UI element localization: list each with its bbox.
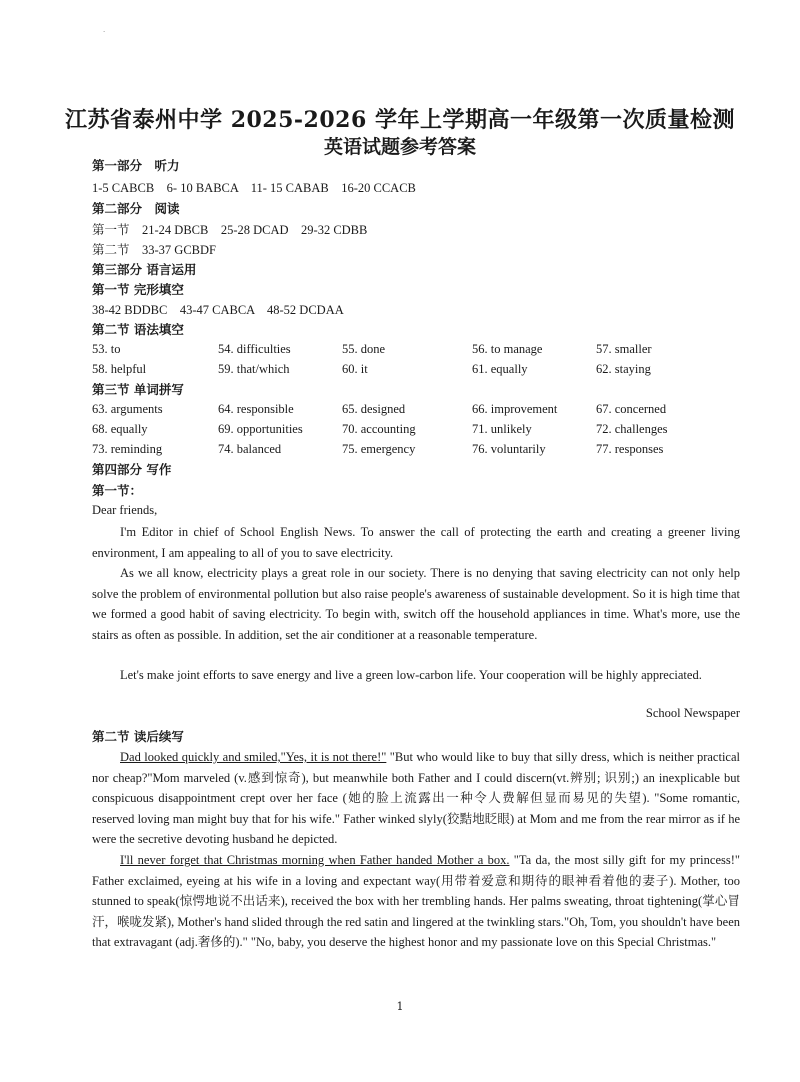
- part1-heading: 第一部分 听力: [92, 158, 180, 173]
- grammar-answer-grid: [92, 339, 712, 379]
- answer-cell: 53. to: [92, 342, 121, 356]
- answer-cell: 56. to manage: [472, 342, 543, 356]
- part2-sec1: 第一节 21-24 DBCB 25-28 DCAD 29-32 CDBB: [92, 223, 368, 237]
- part1-answers: 1-5 CABCB 6- 10 BABCA 11- 15 CABAB 16-20 CCACB: [92, 181, 416, 195]
- part3-heading: 第三部分 语言运用: [92, 262, 197, 277]
- answer-cell: 63. arguments: [92, 402, 163, 416]
- answer-cell: 69. opportunities: [218, 422, 303, 436]
- document-title: 江苏省泰州中学 2025-2026 学年上学期高一年级第一次质量检测: [65, 107, 735, 133]
- answer-cell: 65. designed: [342, 402, 406, 416]
- spelling-answer-grid: [92, 399, 712, 459]
- continuation-paragraph-2: [92, 850, 740, 953]
- answer-cell: 68. equally: [92, 422, 148, 436]
- answer-cell: 72. challenges: [596, 422, 668, 436]
- table-row: [92, 359, 712, 379]
- answer-cell: 58. helpful: [92, 362, 147, 376]
- part3-sec3-heading: 第三节 单词拼写: [92, 382, 184, 397]
- letter-paragraph-1: I'm Editor in chief of School English News. To answer the call of protecting the earth and creating a greener living environment, I am appealing to all of you to save electricity.: [92, 525, 740, 560]
- answer-cell: 71. unlikely: [472, 422, 532, 436]
- part3-sec1-answers: 38-42 BDDBC 43-47 CABCA 48-52 DCDAA: [92, 303, 344, 317]
- table-row: [92, 419, 712, 439]
- answer-cell: 54. difficulties: [218, 342, 291, 356]
- answer-cell: 60. it: [342, 362, 368, 376]
- document-subtitle: 英语试题参考答案: [323, 136, 476, 158]
- part3-sec1-heading: 第一节 完形填空: [92, 282, 184, 297]
- part4-heading: 第四部分 写作: [92, 462, 172, 477]
- letter-paragraph-3: Let's make joint efforts to save energy and live a green low-carbon life. Your cooperation will be highly appreciated.: [120, 668, 702, 682]
- answer-cell: 70. accounting: [342, 422, 416, 436]
- page-number: 1: [396, 1000, 404, 1013]
- part2-sec2: 第二节 33-37 GCBDF: [92, 243, 216, 257]
- answer-cell: 74. balanced: [218, 442, 282, 456]
- answer-cell: 64. responsible: [218, 402, 294, 416]
- part2-heading: 第二部分 阅读: [92, 201, 180, 216]
- answer-cell: 57. smaller: [596, 342, 652, 356]
- answer-cell: 67. concerned: [596, 402, 667, 416]
- part4-sec2-heading: 第二节 读后续写: [92, 729, 184, 744]
- answer-cell: 61. equally: [472, 362, 528, 376]
- answer-cell: 59. that/which: [218, 362, 290, 376]
- part4-sec1-heading: 第一节：: [92, 483, 143, 498]
- continuation-body: "But who would like to buy that silly dress, which is neither practical nor cheap?"Mom marveled (v.感到惊奇), but meanwhile both Father and I could discern(vt.辨别; 识别;) an inexplicable but conspicuous disappointment crept over her face (她的脸上流露出一种令人费解但显而易见的失望). "Some romantic, reserved loving man might buy that for his wife." Father winked slyly(狡黠地眨眼) at Mom and me from the rear mirror as if he were the secretive devoting husband he depicted.: [92, 750, 740, 846]
- answer-cell: 66. improvement: [472, 402, 558, 416]
- continuation-lead-sentence: I'll never forget that Christmas morning when Father handed Mother a box.: [120, 853, 510, 867]
- answer-cell: 77. responses: [596, 442, 664, 456]
- answer-cell: 55. done: [342, 342, 386, 356]
- answer-cell: 73. reminding: [92, 442, 163, 456]
- continuation-body: "Ta da, the most silly gift for my princess!" Father exclaimed, eyeing at his wife in a loving and expectant way(用带着爱意和期待的眼神看着他的妻子). Mother, too stunned to speak(惊愕地说不出话来), received the box with her trembling hands. Her palms sweating, throat tightening(掌心冒汗，喉咙发紧), Mother's hand slided through the red satin and lingered at the twinkling stars."Oh, Tom, you shouldn't have been that extravagant (adj.奢侈的)." "No, baby, you deserve the highest honor and my passionate love on this Special Christmas.": [92, 853, 740, 949]
- table-row: [92, 399, 712, 419]
- part3-sec2-heading: 第二节 语法填空: [92, 322, 184, 337]
- letter-signature: School Newspaper: [645, 706, 740, 720]
- letter-paragraph-2: As we all know, electricity plays a great role in our society. There is no denying that saving electricity can not only help solve the problem of environmental pollution but also raise people's awareness of sustainable development. So it is high time that we formed a good habit of saving electricity. To begin with, switch off the household appliances in time. What's more, use the stairs as often as possible. In addition, set the air conditioner at a reasonable temperature.: [92, 566, 740, 642]
- answer-cell: 75. emergency: [342, 442, 416, 456]
- answer-cell: 62. staying: [596, 362, 651, 376]
- table-row: [92, 339, 712, 359]
- table-row: [92, 439, 712, 459]
- letter-greeting: Dear friends,: [92, 503, 158, 517]
- continuation-lead-sentence: Dad looked quickly and smiled,"Yes, it is not there!": [120, 750, 387, 764]
- scan-speck: ·: [103, 28, 106, 36]
- continuation-paragraph-1: [92, 747, 740, 850]
- answer-cell: 76. voluntarily: [472, 442, 546, 456]
